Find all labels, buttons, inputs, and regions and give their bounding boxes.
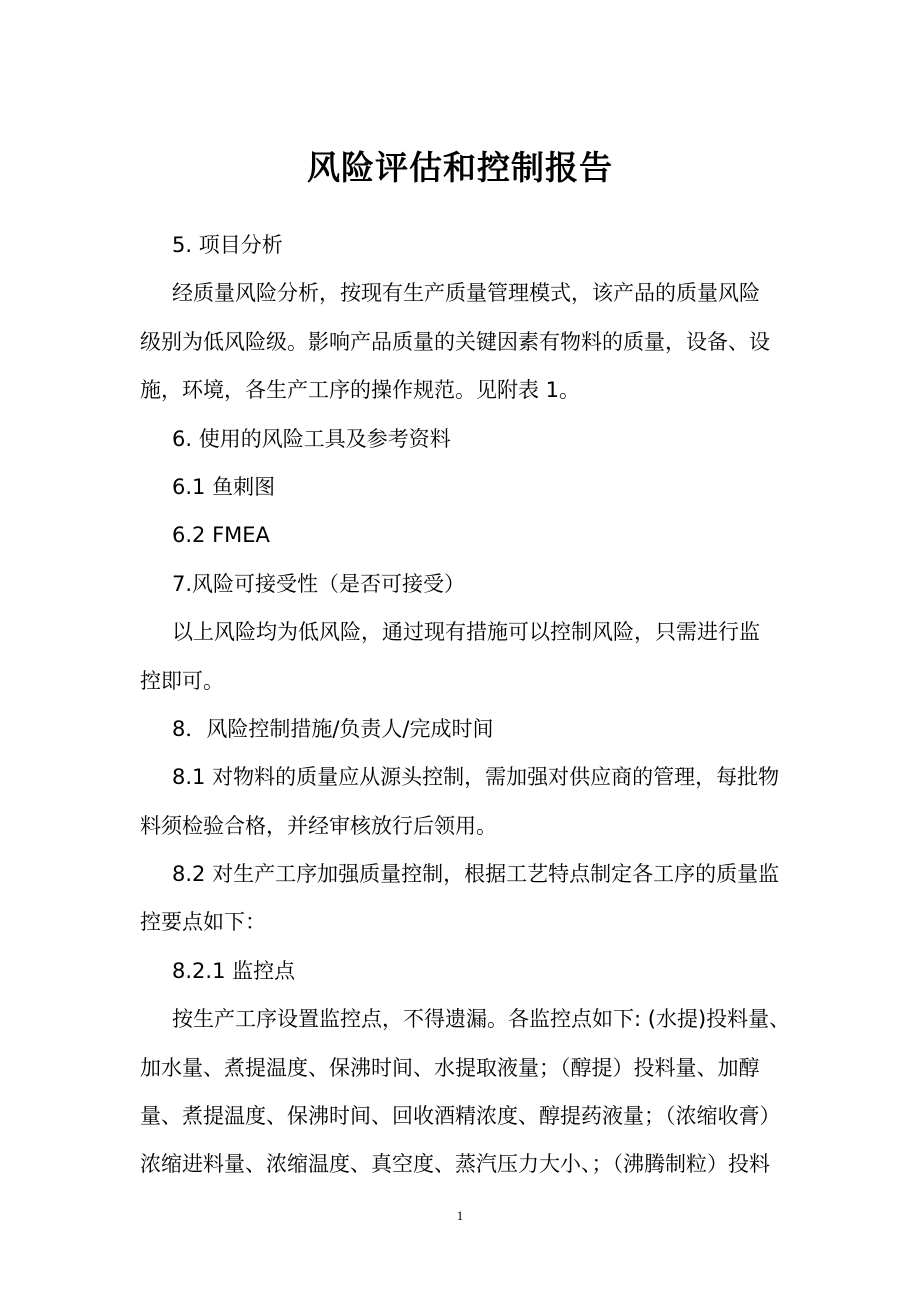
text-line: 级别为低风险级。影响产品质量的关键因素有物料的质量，设备、设 — [140, 329, 770, 354]
text-line: 8.1 对物料的质量应从源头控制，需加强对供应商的管理，每批物 — [172, 765, 780, 790]
text-line: 控要点如下： — [140, 910, 266, 935]
document-title: 风险评估和控制报告 — [307, 148, 613, 187]
text-line: 加水量、煮提温度、保沸时间、水提取液量；（醇提）投料量、加醇 — [140, 1055, 760, 1080]
text-line: 6. 使用的风险工具及参考资料 — [172, 426, 451, 451]
text-line: 5. 项目分析 — [172, 233, 283, 257]
text-line: 施，环境，各生产工序的操作规范。见附表 1。 — [140, 378, 581, 403]
text-line: 控即可。 — [140, 668, 224, 693]
text-line: 6.1 鱼刺图 — [172, 474, 276, 499]
text-line: 8.2.1 监控点 — [172, 958, 296, 983]
text-line: 8．风险控制措施/负责人/完成时间 — [172, 716, 494, 741]
page-number: 1 — [456, 1208, 464, 1223]
text-line: 以上风险均为低风险，通过现有措施可以控制风险，只需进行监 — [172, 620, 760, 645]
text-line: 量、煮提温度、保沸时间、回收酒精浓度、醇提药液量；（浓缩收膏） — [140, 1104, 781, 1129]
text-line: 7.风险可接受性（是否可接受） — [172, 571, 466, 596]
text-line: 浓缩进料量、浓缩温度、真空度、蒸汽压力大小、；（沸腾制粒）投料 — [140, 1152, 770, 1177]
text-line: 按生产工序设置监控点，不得遗漏。各监控点如下: (水提)投料量、 — [172, 1007, 791, 1032]
document-body — [140, 228, 790, 1196]
text-line: 8.2 对生产工序加强质量控制，根据工艺特点制定各工序的质量监 — [172, 862, 780, 887]
text-line: 6.2 FMEA — [172, 523, 270, 548]
text-line: 料须检验合格，并经审核放行后领用。 — [140, 813, 497, 838]
text-line: 经质量风险分析，按现有生产质量管理模式，该产品的质量风险 — [172, 281, 760, 306]
